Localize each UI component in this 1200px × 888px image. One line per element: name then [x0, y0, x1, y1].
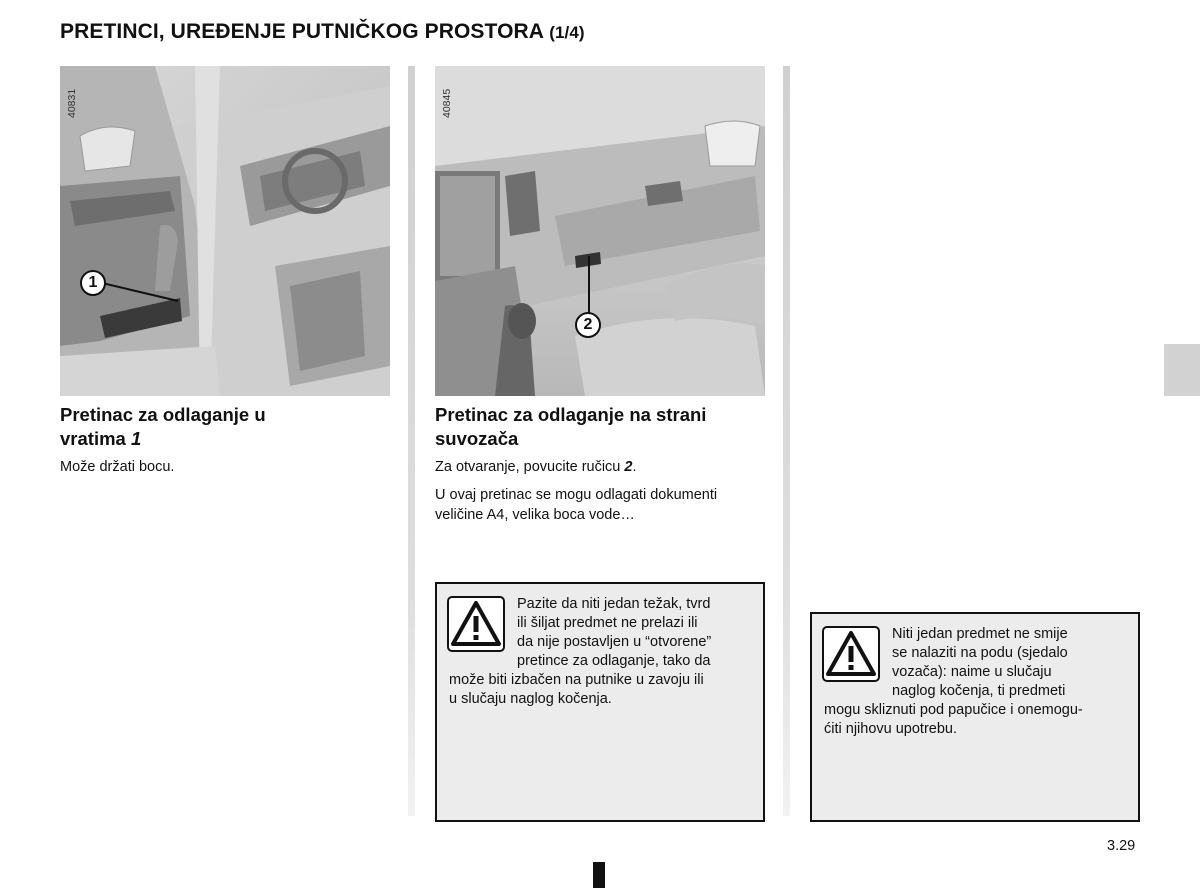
- warning-box-floor: [810, 612, 1140, 822]
- warning-text-top: Niti jedan predmet ne smije se nalaziti na podu (sjedalo vozača): naime u slučaju naglog kočenja, ti predmeti: [892, 626, 1068, 699]
- callout-marker: 1: [80, 270, 106, 296]
- section-heading-glovebox: Pretinac za odlaganje na strani suvozača: [435, 404, 707, 449]
- callout-leader-line: [100, 271, 180, 311]
- page-edge-marker: [593, 862, 605, 888]
- page-title-suffix: (1/4): [549, 23, 585, 42]
- door-interior-drawing: [60, 66, 390, 396]
- warning-text-bottom: može biti izbačen na putnike u zavoju ili u slučaju naglog kočenja.: [449, 672, 704, 707]
- warning-triangle-icon: [822, 626, 880, 682]
- glovebox-illustration: [435, 66, 765, 396]
- figure-code: 40845: [441, 88, 453, 118]
- section-body-door-storage: Može držati bocu.: [60, 459, 175, 475]
- door-storage-illustration: [60, 66, 390, 396]
- chapter-tab-marker: [1164, 344, 1200, 396]
- warning-triangle-icon: [447, 596, 505, 652]
- handle-reference-number: 2: [624, 459, 633, 475]
- warning-text-bottom: mogu skliznuti pod papučice i onemogu- ćiti njihovu upotrebu.: [824, 702, 1083, 737]
- callout-marker: 2: [575, 312, 601, 338]
- column-divider-right: [783, 66, 790, 816]
- warning-text-top: Pazite da niti jedan težak, tvrd ili šiljat predmet ne prelazi ili da nije postavljen u “otvorene” pretince za odlaganje, tako da: [517, 596, 712, 669]
- page-number: 3.29: [1107, 838, 1136, 854]
- dashboard-drawing: [435, 66, 765, 396]
- heading-reference-number: 1: [130, 428, 142, 449]
- column-divider-left: [408, 66, 415, 816]
- figure-code: 40831: [66, 88, 78, 118]
- section-body-glovebox-open: Za otvaranje, povucite ručicu 2.: [435, 459, 637, 475]
- section-body-glovebox-capacity: U ovaj pretinac se mogu odlagati dokumenti veličine A4, velika boca vode…: [435, 487, 718, 523]
- page-title: [60, 20, 585, 44]
- section-heading-door-storage: Pretinac za odlaganje u vratima 1: [60, 404, 266, 449]
- page-title-main: PRETINCI, UREĐENJE PUTNIČKOG PROSTORA: [60, 20, 544, 43]
- warning-box-glovebox: [435, 582, 765, 822]
